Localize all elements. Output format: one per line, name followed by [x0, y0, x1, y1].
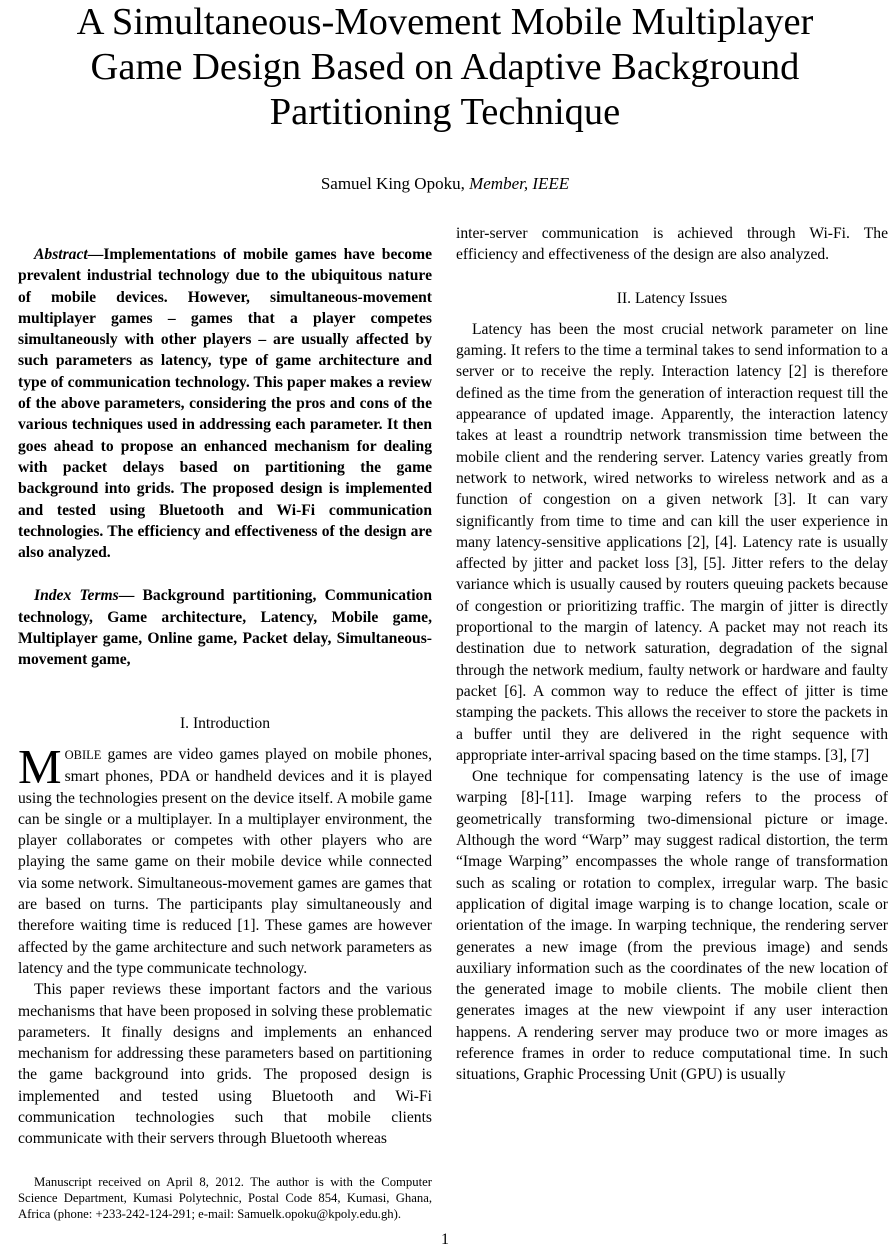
page-number: 1	[441, 1230, 449, 1248]
author-name: Samuel King Opoku,	[320, 174, 470, 193]
abstract-label: Abstract	[34, 246, 88, 263]
right-column	[456, 223, 888, 1222]
index-terms-label: Index Terms	[34, 587, 119, 605]
title-line: A Simultaneous-Movement Mobile Multiplayer	[76, 1, 814, 43]
author-line	[0, 173, 890, 195]
section-heading: II. Latency Issues	[616, 289, 728, 307]
intro-paragraph-continued: inter-server communication is achieved through Wi-Fi. The efficiency and effectiveness of the design are also analyzed.	[456, 225, 888, 264]
abstract-text: —Implementations of mobile games have become prevalent industrial technology due to the ubiquitous nature of mobile devices. However, simultaneous-movement multiplayer games – games that a player competes simultaneously with other players – are usually affected by such parameters as latency, type of game architecture and type of communication technology. This paper makes a review of the above parameters, considering the pros and cons of the various techniques used in addressing each parameter. It then goes ahead to propose an enhanced mechanism for dealing with packet delays based on partitioning the game background into grids. The proposed design is implemented and tested using Bluetooth and Wi-Fi communication technologies. The efficiency and effectiveness of the design are also analyzed.	[18, 246, 432, 562]
latency-paragraph: One technique for compensating latency is the use of image warping [8]-[11]. Image warping refers to the process of geometrically transforming two-dimensional picture or image. Although the word “Warp” may suggest radical distortion, the term “Image Warping” encompasses the whole range of transformation such as scaling or rotation to complex, irregular warp. The basic application of digital image warping is to change location, scale or orientation of the image. In warping technique, the rendering server generates a new image (from the previous image) and sends auxiliary information such as the coordinates of the new location of the generated image to mobile clients. The mobile client then generates images at the new viewpoint if any user interaction happens. A rendering server may produce two or more images as reference frames in order to reduce computational time. In such situations, Graphic Processing Unit (GPU) is usually	[456, 768, 888, 1084]
footnote-text: Manuscript received on April 8, 2012. The author is with the Computer Science Department, Kumasi Polytechnic, Postal Code 854, Kumasi, Ghana, Africa (phone: +233-242-124-291; e-mail: Samuelk.opoku@kpoly.edu.gh).	[18, 1174, 432, 1221]
left-column	[18, 223, 432, 1222]
body-columns	[0, 223, 890, 1222]
latency-paragraph: Latency has been the most crucial network parameter on line gaming. It refers to the time a terminal takes to send information to a server or to receive the reply. Interaction latency [2] is therefore defined as the time from the generation of interaction request till the appearance of updated image. Apparently, the interaction latency takes at least a roundtrip network transmission time between the mobile client and the rendering server. Latency varies greatly from network to network, wired networks to wireless network and as a function of congestion on a given network [3]. It can vary significantly from time to time and can kill the user experience in many latency-sensitive applications [2], [4]. Latency rate is usually affected by jitter and packet loss [3], [5]. Jitter refers to the delay variance which is usually caused by routers queuing packets because of congestion or prioritizing traffic. The margin of jitter is directly proportional to the margin of latency. A packet may not reach its destination due to network saturation, degradation of the signal through the network medium, faulty network or hardware and faulty packet [6]. A common way to reduce the effect of jitter is time stamping the packets. This allows the receiver to store the packets in a buffer until they are delivered in the right sequence with appropriate inter-arrival spacing based on the time stamps. [3], [7]	[456, 320, 888, 764]
section-heading: I. Introduction	[179, 714, 271, 732]
index-terms-text: — Background partitioning, Communication technology, Game architecture, Latency, Mobile game, Multiplayer game, Online game, Packet delay, Simultaneous-movement game,	[18, 587, 432, 669]
author-affiliation: Member, IEEE	[469, 174, 570, 193]
title-line: Partitioning Technique	[269, 91, 621, 133]
intro-paragraph: This paper reviews these important factors and the various mechanisms that have been proposed in solving these problematic parameters. It finally designs and implements an enhanced mechanism for addressing these parameters based on partitioning the game background into grids. The proposed design is implemented and tested using Bluetooth and Wi-Fi communication technologies such that mobile clients communicate with their servers through Bluetooth whereas	[18, 981, 432, 1148]
small-caps: OBILE	[64, 747, 102, 762]
paragraph-text: games are video games played on mobile phones, smart phones, PDA or handheld devices and it is played using the technologies present on the device itself. A mobile game can be single or a multiplayer. In a multiplayer environment, the player collaborates or competes with other players who are playing the same game on their mobile device while connected via some network. Simultaneous-movement games are games that are based on turns. The participants play simultaneously and therefore waiting time is reduced [1]. These games are however affected by the game architecture and such network parameters as latency and the type communicate technology.	[18, 745, 432, 977]
index-terms	[18, 585, 432, 670]
title-line: Game Design Based on Adaptive Background	[90, 46, 800, 88]
paper-title	[30, 0, 860, 135]
intro-paragraph	[18, 738, 432, 979]
drop-cap: M	[18, 738, 62, 794]
abstract	[18, 244, 432, 563]
footnote	[18, 1150, 432, 1222]
